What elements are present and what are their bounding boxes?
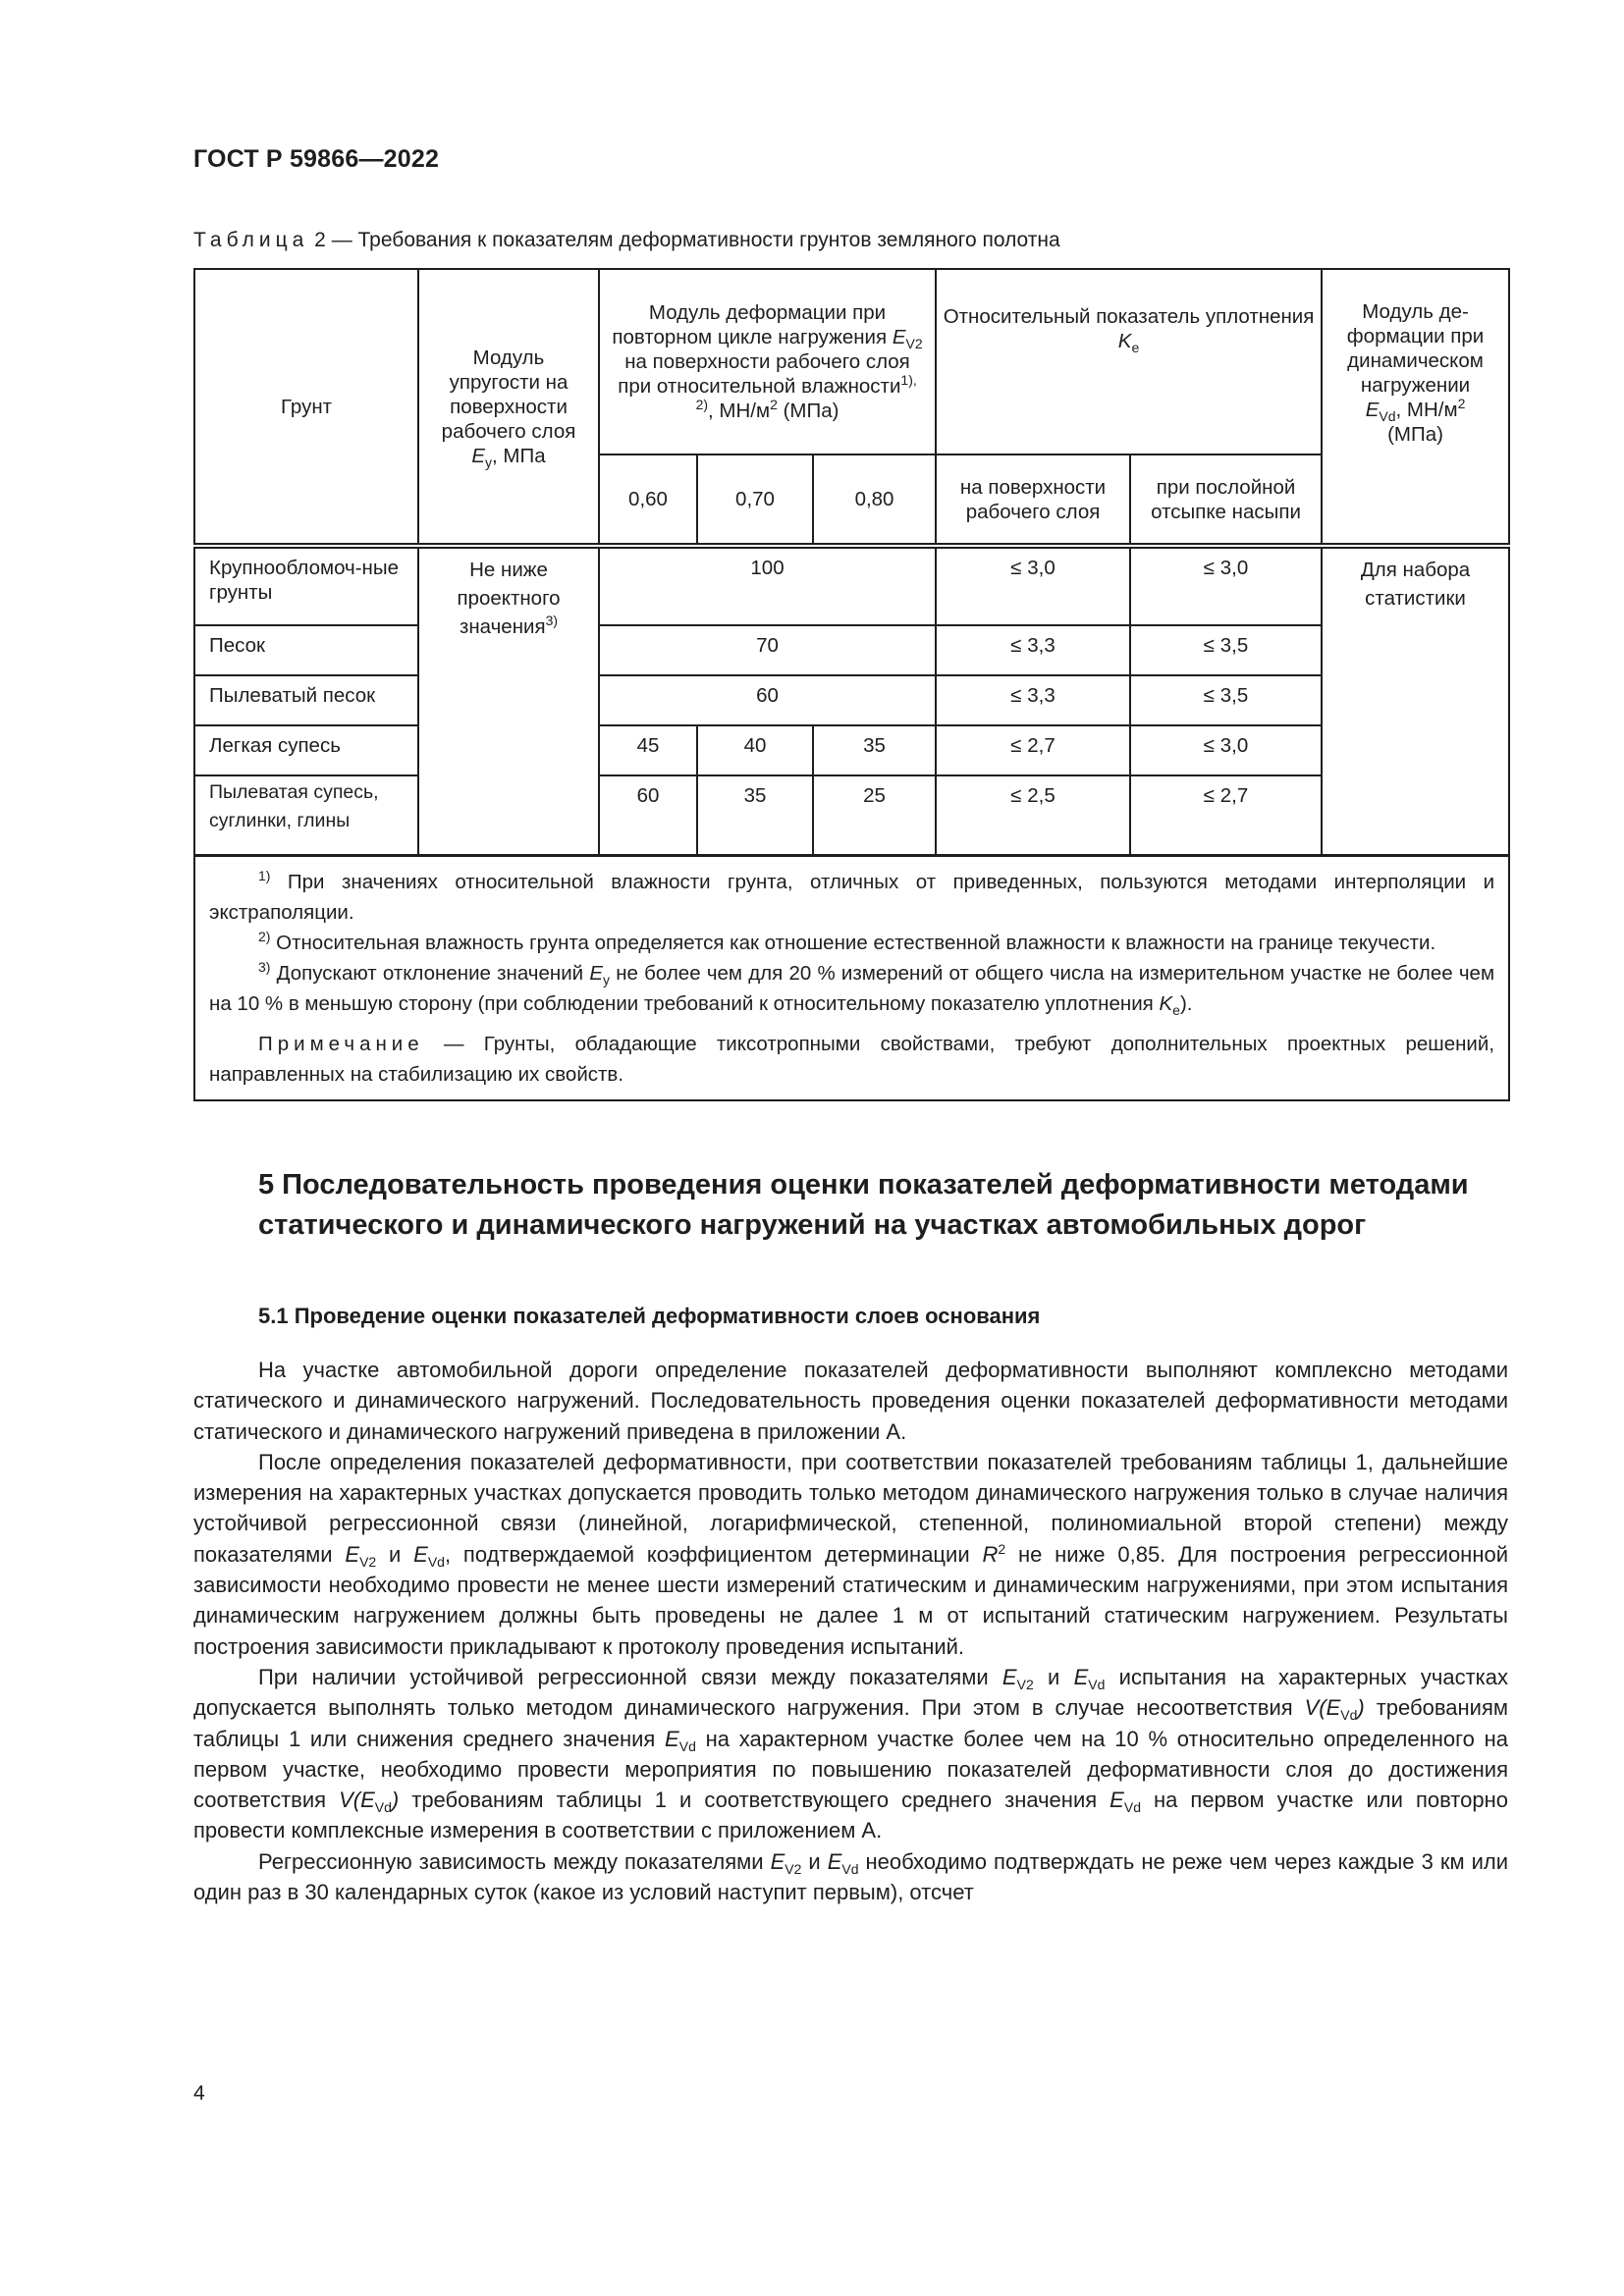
- footnote-ref: 1), 2): [695, 372, 917, 412]
- symbol-e: E: [1365, 399, 1380, 421]
- footnote-3: [209, 958, 1494, 1019]
- symbol-sub: Vd: [427, 1553, 445, 1570]
- ey-value: Не ниже проектного значения: [457, 559, 561, 638]
- symbol-sub: V2: [905, 336, 923, 351]
- symbol-sub: Vd: [1088, 1676, 1106, 1692]
- header-ke-label: Относительный показатель уплотнения: [943, 305, 1315, 328]
- symbol-sub: Vd: [1123, 1799, 1141, 1816]
- cell-evd: Для набора статистики: [1322, 546, 1509, 856]
- table-note: [209, 1029, 1494, 1090]
- table-row: [194, 546, 1509, 625]
- symbol-e: E: [413, 1541, 428, 1567]
- symbol-sub: e: [1131, 340, 1140, 355]
- symbol-sup: 2: [998, 1540, 1006, 1557]
- unit: , МН/м: [1395, 399, 1458, 421]
- cell-ev2-070: 40: [697, 725, 813, 775]
- symbol-sub: Vd: [678, 1737, 696, 1754]
- text: Регрессионную зависимость между показателями: [258, 1848, 771, 1874]
- header-evd-label: Модуль де-формации при динамическом нагружении: [1346, 300, 1485, 397]
- paragraph-2: [193, 1447, 1508, 1662]
- table-row: [194, 625, 1509, 675]
- table-caption-text: 2 — Требования к показателям деформативности грунтов земляного полотна: [308, 229, 1060, 251]
- symbol-sub: Vd: [841, 1860, 859, 1877]
- cell-ke-surface: ≤ 3,3: [936, 625, 1130, 675]
- symbol-sub: e: [1172, 1002, 1180, 1018]
- header-ev2-label: Модуль деформации при повторном цикле нагружения: [612, 301, 888, 348]
- symbol-e: E: [1110, 1788, 1124, 1813]
- text: При наличии устойчивой регрессионной связи между показателями: [258, 1664, 1002, 1689]
- symbol-v: V(: [1304, 1695, 1326, 1721]
- cell-ev2: 100: [599, 546, 936, 625]
- cell-ke-surface: ≤ 2,5: [936, 775, 1130, 856]
- header-humidity-080: 0,80: [813, 454, 936, 546]
- unit-tail: (МПа): [1387, 423, 1443, 446]
- symbol-e: E: [892, 326, 906, 348]
- table-row: [194, 725, 1509, 775]
- unit-sup: 2: [1457, 396, 1466, 411]
- symbol-e: E: [471, 444, 486, 467]
- cell-soil: Легкая супесь: [194, 725, 418, 775]
- footnotes-row: [194, 856, 1509, 1101]
- symbol-sub: y: [603, 972, 611, 988]
- table-caption-label: Таблица: [193, 229, 309, 251]
- symbol-k: K: [1159, 992, 1173, 1015]
- header-ev2-label-2: на поверхности рабочего слоя при относительной влажности: [618, 350, 910, 398]
- symbol-e: E: [1326, 1695, 1341, 1721]
- header-soil: Грунт: [194, 269, 418, 546]
- text: необходимо подтверждать не реже чем через каждые 3 км или один раз в 30 календарных суток (какое из условий наступит первым), отсчет: [193, 1848, 1508, 1905]
- unit: , МН/м: [708, 400, 771, 422]
- symbol-sub: V2: [785, 1860, 802, 1877]
- footnote-mark: 2): [258, 929, 271, 944]
- symbol-e: E: [1001, 1664, 1017, 1689]
- header-evd: [1322, 269, 1509, 546]
- symbol-sub: V2: [359, 1553, 377, 1570]
- cell-ey: [418, 546, 599, 856]
- paragraph-4: [193, 1846, 1508, 1908]
- header-ke: [936, 269, 1322, 454]
- note-label: Примечание: [258, 1033, 424, 1055]
- text: После определения показателей деформативности, при соответствии показателей требованиям таблицы 1, дальнейшие измерения на характерных участках допускается проводить только методом динамического нагружения только в случае наличия устойчивой регрессионной связи (линейной, логарифмической, степенной, полиномиальной второй степени) между показателями: [193, 1449, 1508, 1567]
- symbol-e: E: [665, 1726, 679, 1751]
- text: на характерном участке более чем на 10 % относительно определенного на первом участке, необходимо провести мероприятия по повышению показателей деформативности слоя до достижения соответствия: [193, 1726, 1508, 1813]
- cell-ev2-080: 25: [813, 775, 936, 856]
- symbol-e: E: [1073, 1664, 1089, 1689]
- header-ey-label: Модуль упругости на поверхности рабочего слоя: [441, 346, 576, 443]
- header-humidity-070: 0,70: [697, 454, 813, 546]
- document-header: ГОСТ Р 59866—2022: [193, 145, 440, 173]
- cell-ev2-070: 35: [697, 775, 813, 856]
- unit-sup: 2: [770, 397, 778, 412]
- text: на первом участке или повторно провести комплексные измерения в соответствии с приложением А.: [193, 1788, 1508, 1843]
- text: испытания на характерных участках допускается выполнять только методом динамического нагружения. При этом в случае несоответствия: [193, 1664, 1509, 1721]
- cell-ke-surface: ≤ 3,3: [936, 675, 1130, 725]
- soil-deformation-table: [193, 268, 1510, 1101]
- cell-ev2-080: 35: [813, 725, 936, 775]
- symbol-k: K: [1117, 330, 1132, 352]
- footnote-ref: 3): [545, 613, 559, 628]
- header-humidity-060: 0,60: [599, 454, 697, 546]
- symbol-paren: ): [391, 1788, 400, 1813]
- cell-ev2: 60: [599, 675, 936, 725]
- section-heading: 5 Последовательность проведения оценки показателей деформативности методами статического и динамического нагружений на участках автомобильных дорог: [258, 1169, 1469, 1241]
- footnote-text: Относительная влажность грунта определяется как отношение естественной влажности к влажности на границе текучести.: [270, 932, 1436, 954]
- symbol-e: E: [770, 1848, 785, 1874]
- footnotes-block: [194, 856, 1509, 1101]
- cell-ke-surface: ≤ 2,7: [936, 725, 1130, 775]
- cell-ke-layered: ≤ 3,5: [1130, 625, 1322, 675]
- cell-soil: Пылеватая супесь, суглинки, глины: [194, 775, 418, 856]
- body-text: [193, 1355, 1508, 1907]
- symbol-e: E: [360, 1788, 375, 1813]
- text: требованиям таблицы 1 и соответствующего среднего значения: [399, 1788, 1110, 1813]
- footnote-mark: 3): [258, 959, 271, 975]
- cell-ke-layered: ≤ 3,5: [1130, 675, 1322, 725]
- footnote-text: Допускают отклонение значений: [270, 962, 590, 985]
- cell-ke-layered: ≤ 3,0: [1130, 546, 1322, 625]
- footnote-mark: 1): [258, 868, 271, 883]
- subsection-heading: 5.1 Проведение оценки показателей деформативности слоев основания: [258, 1304, 1041, 1328]
- cell-soil: Крупнообломоч-ные грунты: [194, 546, 418, 625]
- note-text: — Грунты, обладающие тиксотропными свойствами, требуют дополнительных проектных решений, направленных на стабилизацию их свойств.: [209, 1033, 1495, 1086]
- text: и: [801, 1848, 828, 1874]
- symbol-sub: V2: [1016, 1676, 1034, 1692]
- cell-ev2-060: 60: [599, 775, 697, 856]
- symbol-sub: Vd: [1340, 1707, 1358, 1724]
- table-caption: [193, 229, 1060, 252]
- header-ey: [418, 269, 599, 546]
- unit-tail: (МПа): [777, 400, 839, 422]
- symbol-sub: Vd: [1379, 408, 1396, 424]
- text: и: [376, 1541, 414, 1567]
- text: не ниже 0,85. Для построения регрессионной зависимости необходимо провести не менее шести измерений статическим и динамическим нагружениями, при этом испытания динамическим нагружением должны быть проведены не далее 1 м от испытаний статическим нагружением. Результаты построения зависимости прикладывают к протоколу проведения испытаний.: [193, 1541, 1508, 1659]
- header-ke-surface: на поверхности рабочего слоя: [936, 454, 1130, 546]
- page-number: 4: [193, 2082, 205, 2105]
- symbol-e: E: [589, 962, 604, 985]
- footnote-text: При значениях относительной влажности грунта, отличных от приведенных, пользуются методами интерполяции и экстраполяции.: [209, 871, 1495, 924]
- cell-ke-surface: ≤ 3,0: [936, 546, 1130, 625]
- text: требованиям таблицы 1 или снижения среднего значения: [193, 1695, 1508, 1751]
- cell-ke-layered: ≤ 2,7: [1130, 775, 1322, 856]
- text: и: [1033, 1664, 1074, 1689]
- symbol-sub: y: [485, 454, 493, 470]
- footnote-1: [209, 867, 1494, 928]
- symbol-v: V(: [339, 1788, 361, 1813]
- footnote-2: [209, 928, 1494, 958]
- footnote-text: не более чем для 20 % измерений от общего числа на измерительном участке не более чем на 10 % в меньшую сторону (при соблюдении требований к относительному показателю уплотнения: [209, 962, 1495, 1015]
- symbol-r: R: [982, 1541, 999, 1567]
- symbol-sub: Vd: [374, 1799, 392, 1816]
- paragraph-1: На участке автомобильной дороги определение показателей деформативности выполняют комплексно методами статического и динамического нагружений. Последовательность проведения оценки показателей деформативности методами статического и динамического нагружений приведена в приложении А.: [193, 1358, 1508, 1444]
- cell-ke-layered: ≤ 3,0: [1130, 725, 1322, 775]
- symbol-e: E: [345, 1541, 360, 1567]
- cell-ev2-060: 45: [599, 725, 697, 775]
- cell-ev2: 70: [599, 625, 936, 675]
- header-ev2: [599, 269, 936, 454]
- table-row: [194, 675, 1509, 725]
- symbol-paren: ): [1357, 1695, 1365, 1721]
- cell-soil: Пылеватый песок: [194, 675, 418, 725]
- cell-soil: Песок: [194, 625, 418, 675]
- table-row: [194, 775, 1509, 856]
- unit: , МПа: [492, 444, 546, 467]
- symbol-e: E: [827, 1848, 842, 1874]
- header-ke-layered: при послойной отсыпке насыпи: [1130, 454, 1322, 546]
- text: , подтверждаемой коэффициентом детерминации: [444, 1541, 983, 1567]
- footnote-text: ).: [1179, 992, 1193, 1015]
- paragraph-3: [193, 1662, 1508, 1846]
